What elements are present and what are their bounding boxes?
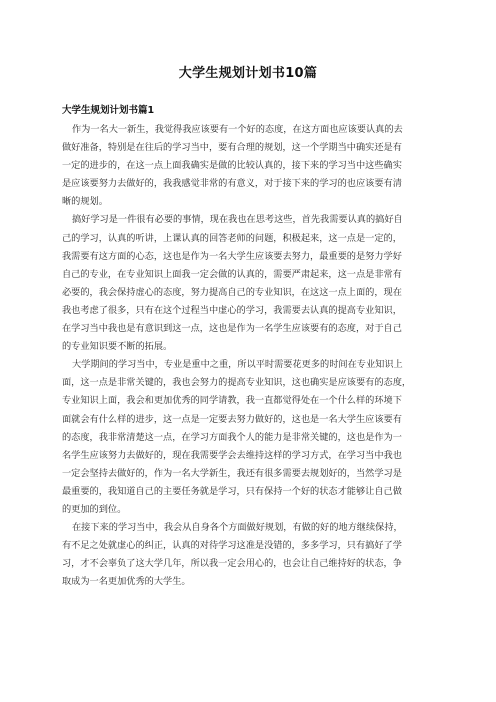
paragraph-line: 搞好学习是一件很有必要的事情，现在我也在思考这些，首先我需要认真的搞好自 bbox=[72, 214, 403, 226]
section-heading: 大学生规划计划书篇1 bbox=[62, 105, 155, 116]
paragraph-line: 最重要的，我知道自己的主要任务就是学习，只有保持一个好的状态才能够让自己做 bbox=[62, 485, 402, 497]
paragraph-line: 必要的，我会保持虚心的态度，努力提高自己的专业知识，在这这一点上面的，现在 bbox=[62, 286, 402, 298]
paragraph-line: 自己的专业，在专业知识上面我一定会做的认真的，需要严肃起来，这一点是非常有 bbox=[62, 268, 402, 280]
paragraph-line: 己的学习，认真的听讲，上课认真的回答老师的问题，积极起来，这一点是一定的， bbox=[62, 232, 402, 244]
paragraph-line: 习，才不会辜负了这大学几年，所以我一定会用心的，也会让自己维持好的状态，争 bbox=[62, 558, 402, 570]
document-title: 大学生规划计划书10篇 bbox=[178, 66, 318, 81]
paragraph-line: 在学习当中我也是有意识到这一点，这也是作为一名学生应该要有的态度，对于自己 bbox=[62, 323, 402, 335]
paragraph-line: 有不足之处就虚心的纠正，认真的对待学习这准是没错的，多多学习，只有搞好了学 bbox=[62, 540, 402, 552]
paragraph-line: 在接下来的学习当中，我会从自身各个方面做好规划，有做的好的地方继续保持， bbox=[72, 522, 403, 534]
paragraph-line: 做好准备，特别是在往后的学习当中，要有合理的规划，这一个学期当中确实还是有 bbox=[62, 142, 402, 154]
paragraph-line: 面就会有什么样的进步，这一点是一定要去努力做好的，这也是一名大学生应该要有 bbox=[62, 413, 402, 425]
paragraph-line: 专业知识上面，我会和更加优秀的同学请教，我一直都觉得处在一个什么样的环境下 bbox=[62, 395, 402, 407]
paragraph-line: 面，这一点是非常关键的，我也会努力的提高专业知识，这也确实是应该要有的态度， bbox=[62, 377, 412, 389]
paragraph-line: 晰的规划。 bbox=[62, 196, 108, 208]
paragraph-line: 大学期间的学习当中，专业是重中之重，所以平时需要花更多的时间在专业知识上 bbox=[72, 359, 403, 371]
paragraph-line: 的更加的到位。 bbox=[62, 503, 127, 515]
paragraph-line: 是应该要努力去做好的，我我感觉非常的有意义，对于接下来的学习的也应该要有清 bbox=[62, 178, 402, 190]
paragraph-line: 我也考虑了很多，只有在这个过程当中虚心的学习，我需要去认真的提高专业知识， bbox=[62, 304, 402, 316]
paragraph-line: 我需要有这方面的心态，这也是作为一名大学生应该要去努力，最重要的是努力学好 bbox=[62, 250, 402, 262]
paragraph-line: 取成为一名更加优秀的大学生。 bbox=[62, 576, 191, 588]
paragraph-line: 的专业知识要不断的拓展。 bbox=[62, 341, 173, 353]
paragraph-line: 一定会坚持去做好的，作为一名大学新生，我还有很多需要去规划好的，当然学习是 bbox=[62, 467, 402, 479]
paragraph-line: 名学生应该努力去做好的，现在我需要学会去维持这样的学习方式，在学习当中我也 bbox=[62, 449, 402, 461]
paragraph-line: 的态度，我非常清楚这一点，在学习方面我个人的能力是非常关键的，这也是作为一 bbox=[62, 431, 402, 443]
paragraph-line: 一定的进步的，在这一点上面我确实是做的比较认真的，接下来的学习当中这些确实 bbox=[62, 160, 402, 172]
paragraph-line: 作为一名大一新生，我觉得我应该要有一个好的态度，在这方面也应该要认真的去 bbox=[72, 124, 403, 135]
document-body bbox=[62, 121, 434, 591]
